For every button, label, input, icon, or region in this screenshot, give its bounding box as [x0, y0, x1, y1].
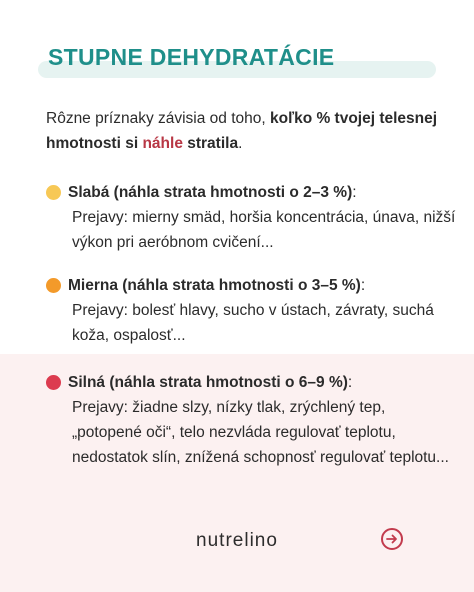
brand-logo: nutrelino: [196, 530, 278, 551]
intro-accent: náhle: [142, 135, 183, 152]
yellow-dot-icon: [46, 185, 61, 200]
intro-end: .: [238, 135, 243, 152]
level-heading: [46, 370, 456, 395]
level-heading: [46, 273, 456, 298]
arrow-right-circle-icon[interactable]: [381, 528, 403, 550]
intro-bold1: koľko % tvojej telesnej hmotnosti si: [46, 110, 438, 152]
page-title: STUPNE DEHYDRATÁCIE: [48, 44, 335, 70]
orange-dot-icon: [46, 278, 61, 293]
level-colon: :: [347, 374, 353, 391]
level-symptoms: Prejavy: bolesť hlavy, sucho v ústach, závraty, suchá koža, ospalosť...: [72, 302, 434, 344]
level-colon: :: [352, 184, 357, 201]
level-mild: [46, 180, 456, 255]
level-label: Slabá (náhla strata hmotnosti o 2–3 %): [68, 184, 353, 201]
intro-bold2: stratila: [182, 135, 239, 152]
intro-text: [46, 106, 446, 156]
level-colon: :: [360, 277, 366, 294]
level-heading: [46, 180, 456, 205]
level-symptoms: Prejavy: žiadne slzy, nízky tlak, zrýchlený tep, „potopené oči“, telo nezvláda regulovať teplotu, nedostatok slín, znížená schopnosť regulovať teplotu...: [72, 399, 449, 466]
title-block: [38, 40, 438, 86]
intro-part1: Rôzne príznaky závisia od toho,: [46, 110, 271, 127]
level-label: Mierna (náhla strata hmotnosti o 3–5 %): [68, 277, 361, 294]
arrow-right-icon: [386, 533, 398, 545]
level-label: Silná (náhla strata hmotnosti o 6–9 %): [68, 374, 348, 391]
level-moderate: [46, 273, 456, 348]
level-symptoms: Prejavy: mierny smäd, horšia koncentrácia, únava, nižší výkon pri aeróbnom cvičení...: [72, 209, 456, 251]
level-severe: [46, 370, 456, 470]
red-dot-icon: [46, 375, 61, 390]
